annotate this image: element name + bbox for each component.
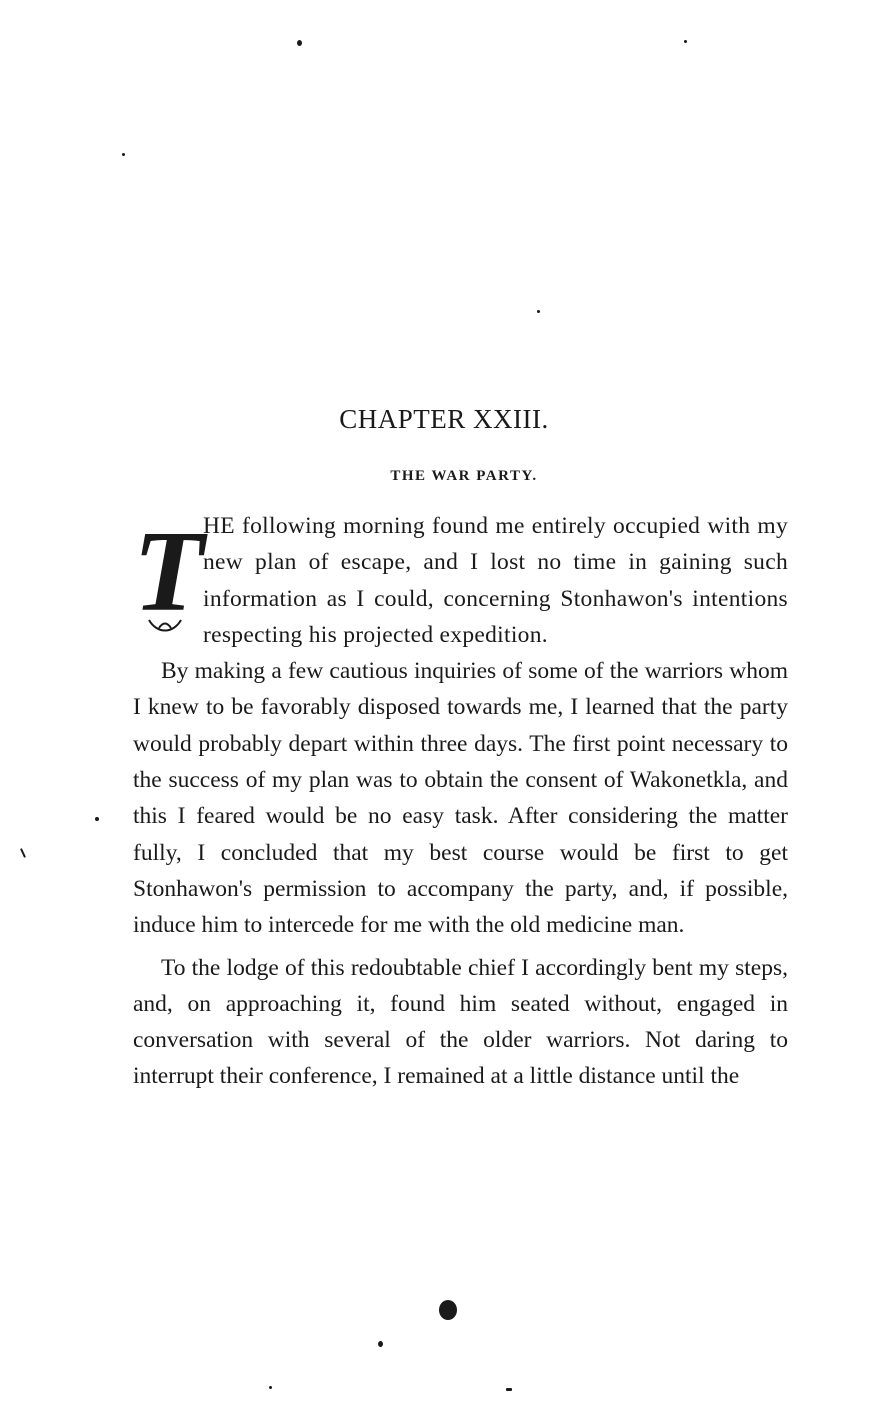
drop-cap-glyph: T: [133, 508, 200, 636]
folio-mark: [439, 1300, 457, 1320]
paragraph-3: To the lodge of this redoubtable chief I accordingly bent my steps, and, on approaching it, found him seated without, engaged in conversation with several of the older warriors. Not daring to interrupt their conference, I remained at a little distance until the: [133, 954, 788, 1090]
scan-speck: [95, 817, 99, 821]
scan-speck: [537, 310, 540, 313]
scan-speck: [684, 40, 687, 43]
scan-speck: [122, 153, 125, 156]
paragraph-1-text: HE following morning found me entirely occupied with my new plan of escape, and I lost no time in gaining such information as I could, concerning Stonhawon's intentions respecting his projected expedition.: [203, 513, 788, 648]
paragraph-2: By making a few cautious inquiries of some of the warriors whom I knew to be favorably disposed towards me, I learned that the party would probably depart within three days. The first point necessary to the success of my plan was to obtain the consent of Wakonetkla, and this I feared would be no easy task. After considering the matter fully, I concluded that my best course would be first to get Stonhawon's permission to accompany the party, and, if possible, induce him to intercede for me with the old medicine man.: [133, 658, 788, 939]
drop-cap-letter: [133, 508, 200, 650]
body-text: [133, 508, 788, 1095]
scan-speck: [297, 40, 302, 46]
paragraph-1: [133, 508, 788, 653]
chapter-title: CHAPTER XXIII.: [339, 404, 549, 434]
scan-speck: [20, 848, 26, 858]
chapter-subtitle: THE WAR PARTY.: [390, 468, 538, 484]
scan-speck: [378, 1341, 383, 1347]
scan-speck: [506, 1388, 512, 1391]
scan-speck: [269, 1386, 272, 1389]
